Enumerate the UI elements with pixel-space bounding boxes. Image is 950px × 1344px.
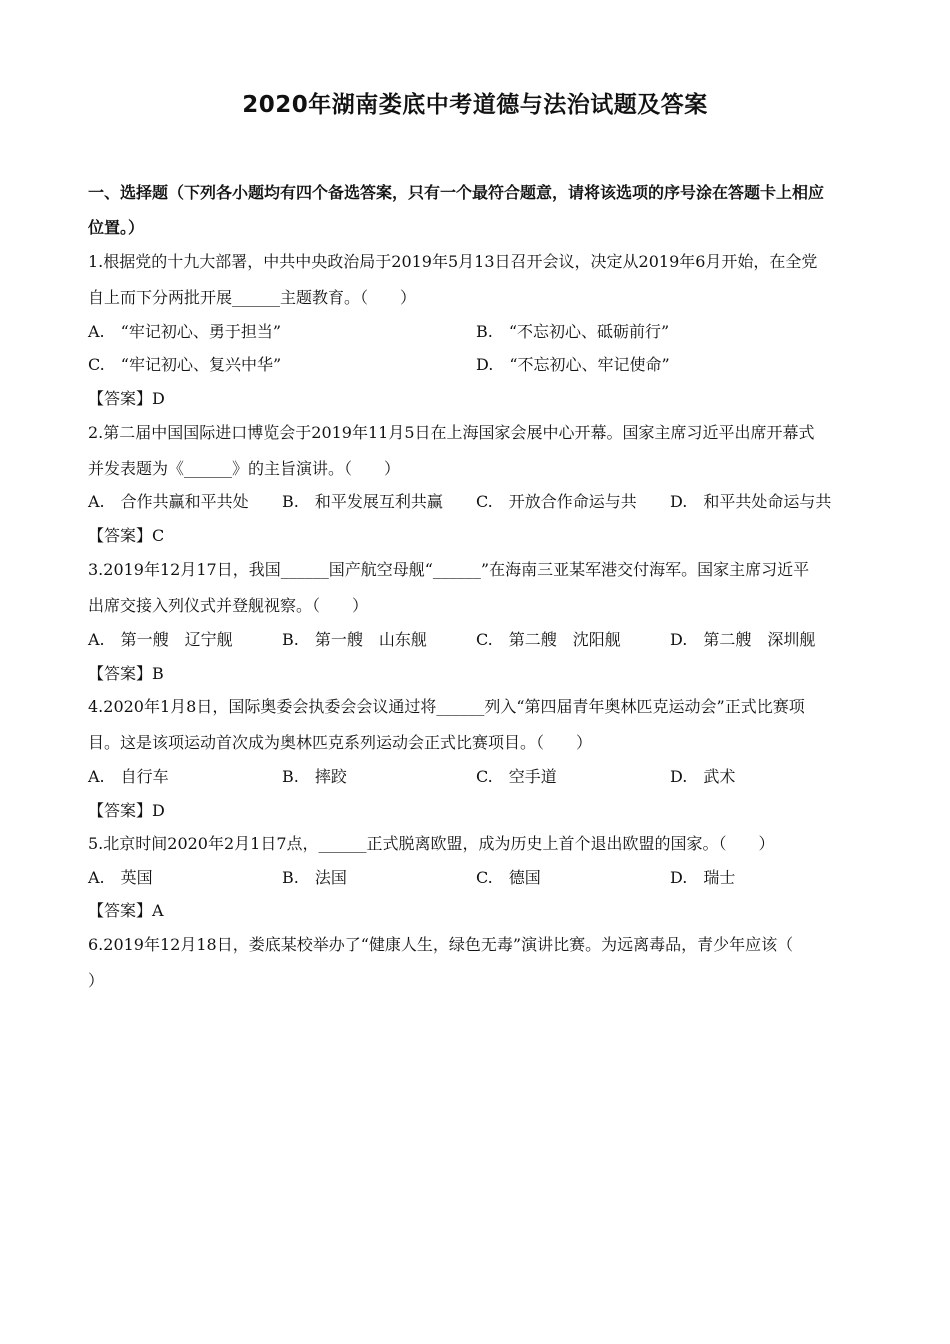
question-1-option-c: C. “牢记初心、复兴中华”	[88, 355, 282, 374]
question-2-option-c: C. 开放合作命运与共	[476, 492, 637, 511]
question-2-option-b: B. 和平发展互利共赢	[282, 492, 443, 511]
question-6-text-line-2: ）	[88, 971, 105, 990]
question-4-answer: 【答案】D	[88, 801, 165, 820]
question-4-option-d: D. 武术	[670, 767, 736, 786]
question-1-text-line-2: 自上而下分两批开展______主题教育。（ ）	[88, 288, 417, 307]
question-4-option-c: C. 空手道	[476, 767, 557, 786]
question-3-option-d: D. 第二艘 深圳舰	[670, 630, 816, 649]
question-2-text-line-2: 并发表题为《______》的主旨演讲。（ ）	[88, 459, 401, 478]
question-3-option-a: A. 第一艘 辽宁舰	[88, 630, 233, 649]
question-2-option-a: A. 合作共赢和平共处	[88, 492, 249, 511]
question-1-text-line-1: 1.根据党的十九大部署，中共中央政治局于2019年5月13日召开会议，决定从2019年6月开始，在全党	[88, 252, 818, 271]
question-4-option-a: A. 自行车	[88, 767, 169, 786]
question-5-option-a: A. 英国	[88, 868, 153, 887]
question-3-answer: 【答案】B	[88, 664, 164, 683]
question-1-option-b: B. “不忘初心、砥砺前行”	[476, 322, 670, 341]
section-heading-line-2: 位置。）	[88, 218, 145, 237]
question-3-text-line-2: 出席交接入列仪式并登舰视察。（ ）	[88, 596, 369, 615]
question-6-text-line-1: 6.2019年12月18日，娄底某校举办了“健康人生，绿色无毒”演讲比赛。为远离毒品，青少年应该（	[88, 935, 794, 954]
question-1-option-a: A. “牢记初心、勇于担当”	[88, 322, 282, 341]
question-1-option-d: D. “不忘初心、牢记使命”	[476, 355, 670, 374]
question-3-option-c: C. 第二艘 沈阳舰	[476, 630, 621, 649]
section-heading-line-1: 一、选择题（下列各小题均有四个备选答案，只有一个最符合题意，请将该选项的序号涂在答题卡上相应	[88, 183, 825, 202]
question-2-answer: 【答案】C	[88, 526, 165, 545]
question-2-option-d: D. 和平共处命运与共	[670, 492, 832, 511]
question-5-option-c: C. 德国	[476, 868, 541, 887]
question-5-text-line-1: 5.北京时间2020年2月1日7点，______正式脱离欧盟，成为历史上首个退出欧盟的国家。（ ）	[88, 834, 775, 853]
question-1-answer: 【答案】D	[88, 389, 165, 408]
question-5-option-d: D. 瑞士	[670, 868, 736, 887]
question-4-text-line-1: 4.2020年1月8日，国际奥委会执委会会议通过将______列入“第四届青年奥林匹克运动会”正式比赛项	[88, 697, 805, 716]
question-4-text-line-2: 目。这是该项运动首次成为奥林匹克系列运动会正式比赛项目。（ ）	[88, 733, 593, 752]
question-2-text-line-1: 2.第二届中国国际进口博览会于2019年11月5日在上海国家会展中心开幕。国家主席习近平出席开幕式	[88, 423, 815, 442]
question-3-text-line-1: 3.2019年12月17日，我国______国产航空母舰“______”在海南三亚某军港交付海军。国家主席习近平	[88, 560, 810, 579]
question-3-option-b: B. 第一艘 山东舰	[282, 630, 427, 649]
question-5-option-b: B. 法国	[282, 868, 347, 887]
question-4-option-b: B. 摔跤	[282, 767, 347, 786]
page-title: 2020年湖南娄底中考道德与法治试题及答案	[242, 92, 708, 118]
question-5-answer: 【答案】A	[88, 901, 164, 920]
